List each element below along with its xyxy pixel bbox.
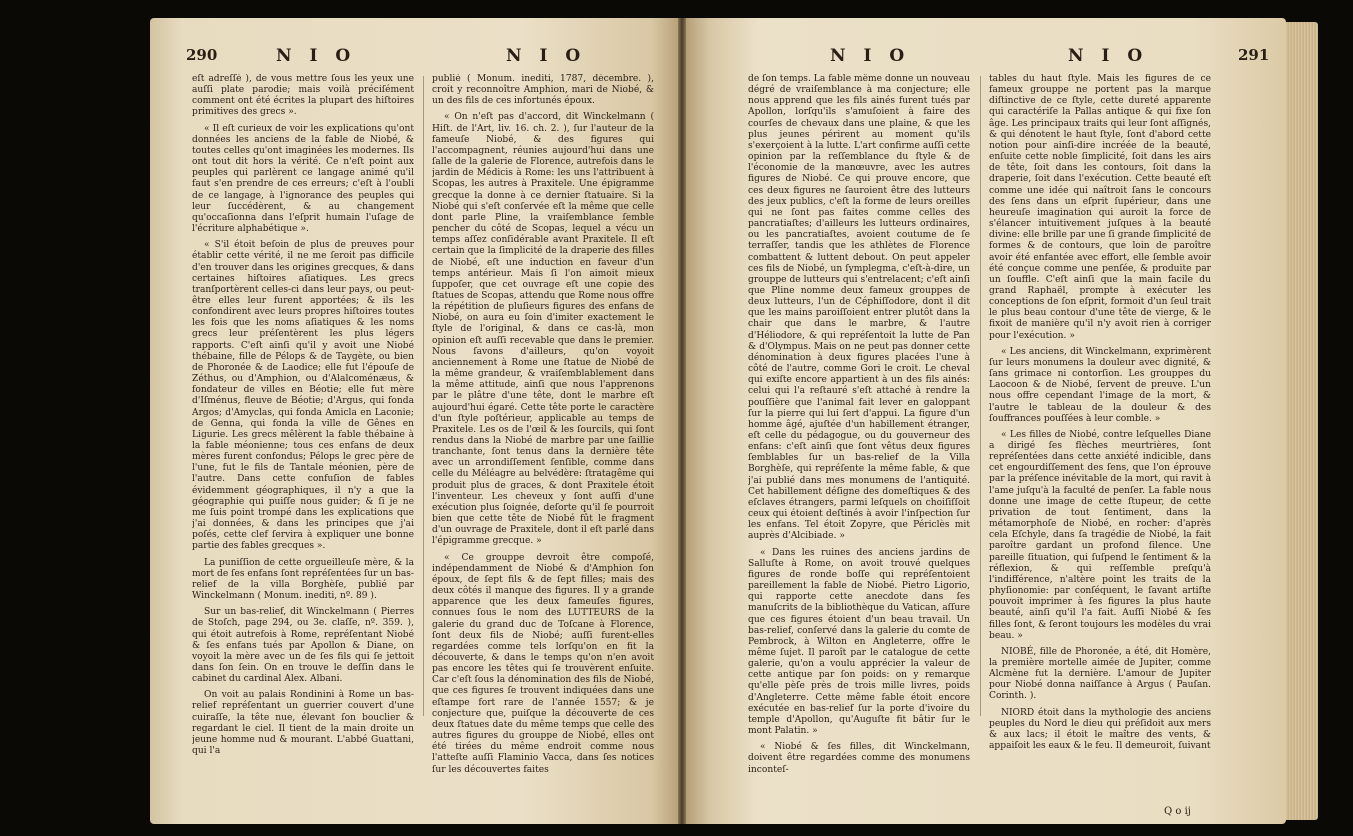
column-rule — [980, 76, 981, 716]
paragraph: publié ( Monum. inediti, 1787, décembre. ), croit y reconnoître Amphion, mari de Niobé, & un des fils de ces infortunés époux. — [432, 74, 654, 107]
paragraph: Sur un bas-relief, dit Winckelmann ( Pierres de Stoſch, page 294, ou 3e. claſſe, nº. 359. ), qui étoit autrefois à Rome, repréſentant Niobé & ſes enfans tués par Apollon & Diane, on voyoit la mère avec un de ſes fils qui ſe jettoit dans ſon ſein. On en trouve le deſſin dans le cabinet du cardinal Alex. Albani. — [192, 607, 414, 685]
running-head-left-1: N I O — [276, 46, 357, 66]
page-edges — [1286, 22, 1318, 820]
paragraph: « S'il étoit beſoin de plus de preuves pour établir cette vérité, il ne me ſeroit pas difficile d'en trouver dans les origines grecques, & dans certaines hiſtoires aſiatiques. Les grecs tranſportèrent celles-ci dans leur pays, ou peut-être elles leur furent apportées; & ils les confondirent avec leurs propres hiſtoires toutes les fois que les noms aſiatiques & les noms grecs leur préſentèrent les plus légers rapports. C'eſt ainſi qu'il y avoit une Niobé thébaine, fille de Pélops & de Taygète, ou bien de Phoronée & de Laodice; elle fut l'épouſe de Zéthus, ou d'Amphion, ou d'Alalcoménæus, & fondateur de villes en Béotie; elle fut mère d'Iſménus, fleuve de Béotie; d'Argus, qui fonda Argos; d'Amyclas, qui fonda Amicla en Laconie; de Genna, qui fonda la ville de Gênes en Ligurie. Les grecs mêlèrent la fable thébaine à la fable méonienne; tous ces enfans de deux mères furent confondus; Pélops le grec père de l'une, fut le fils de Tantale méonien, père de l'autre. Dans cette confuſion de fables évidemment géographiques, il n'y a que la géographie qui puiſſe nous guider; & ſi je ne me ſuis point trompé dans les explications que j'ai données, & dans les principes que j'ai poſés, cette clef ſervira à expliquer une bonne partie des fables grecques ». — [192, 240, 414, 552]
paragraph: « Ce grouppe devroit être compoſé, indépendamment de Niobé & d'Amphion ſon époux, de ſept fils & de ſept filles; mais des deux côtés il manque des figures. Il y a grande apparence que les deux fameuſes figures, connues ſous le nom des LUTTEURS de la galerie du grand duc de Toſcane à Florence, ſont deux fils de Niobé; auſſi furent-elles regardées comme tels lorſqu'on en fit la découverte, & dans le temps qu'on n'en avoit pas encore les têtes qui ſe trouvèrent enſuite. Car c'eſt ſous la dénomination des fils de Niobé, que ces figures ſe trouvent indiquées dans une eſtampe fort rare de l'année 1557; & je conjecture que, puiſque la découverte de ces deux ſtatues date du même temps que celle des autres figures du grouppe de Niobé, elles ont été tirées du même endroit comme nous l'atteſte auſſi Flaminio Vacca, dans ſes notices ſur les découvertes faites — [432, 552, 654, 775]
paragraph: « Il eſt curieux de voir les explications qu'ont données les anciens de la fable de Niobé, & toutes celles qu'ont imaginées les modernes. Ils ont tout dit hors la vérité. Ce n'eſt point aux peuples qui parlèrent ce langage animé qu'il faut s'en prendre de ces erreurs; c'eſt à l'oubli de ce langage, à l'ignorance des peuples qui leur ſuccédèrent, & au changement qu'occaſionna dans l'eſprit humain l'uſage de l'écriture alphabétique ». — [192, 123, 414, 235]
page-number-right: 291 — [1238, 46, 1270, 64]
running-head-right-1: N I O — [830, 46, 911, 66]
running-head-left-2: N I O — [506, 46, 587, 66]
paragraph: La puniſſion de cette orgueilleuſe mère, & la mort de ſes enfans ſont repréſentées ſur un bas-relief de la villa Borghèſe, publié par Winckelmann ( Monum. inediti, nº. 89 ). — [192, 557, 414, 602]
paragraph: eſt adreſſé ), de vous mettre ſous les yeux une auſſi plate parodie; mais voilà préciſément comment ont été écrites la plupart des hiſtoires primitives des grecs ». — [192, 74, 414, 118]
left-page — [150, 18, 678, 824]
paragraph: « Niobé & ſes filles, dit Winckelmann, doivent être regardées comme des monumens inconteſ- — [748, 742, 970, 775]
left-column-2 — [432, 74, 654, 804]
right-page — [686, 18, 1286, 824]
paragraph: NIORD étoit dans la mythologie des anciens peuples du Nord le dieu qui préſidoit aux mers & aux lacs; il étoit le maître des vents, & appaiſoit les eaux & le feu. Il demeuroit, ſuivant — [989, 707, 1211, 752]
paragraph: NIOBÉ, fille de Phoronée, a été, dit Homère, la première mortelle aimée de Jupiter, comme Alcmène fut la dernière. L'amour de Jupiter pour Niobé donna naiſſance à Argus ( Pauſan. Corinth. ). — [989, 646, 1211, 702]
paragraph: tables du haut ſtyle. Mais les figures de ce fameux grouppe ne portent pas la marque diſtinctive de ce ſtyle, cette dureté apparente qui caractériſe la Pallas antique & qui fixe ſon âge. Les principaux traits qui leur ſont aſſignés, & qui dénotent le haut ſtyle, ſont d'abord cette notion pour ainſi-dire incréée de la beauté, enſuite cette noble ſimplicité, ſoit dans les airs de tête, ſoit dans les contours, ſoit dans la draperie, ſoit dans l'exécution. Cette beauté eſt comme une idée qui naîtroit ſans le concours des ſens dans un eſprit ſupérieur, dans une heureuſe imagination qui auroit la force de s'élancer intuitivement juſques à la beauté divine: elle brille par une ſi grande ſimplicité de formes & de contours, que loin de paroître avoir été enfantée avec effort, elle ſemble avoir été conçue comme une penſée, & produite par un ſouffle. C'eſt ainſi que la main facile du grand Raphaël, prompte à exécuter les conceptions de ſon eſprit, formoit d'un ſeul trait le plus beau contour d'une tête de vierge, & le fixoit de manière qu'il n'y avoit rien à corriger pour l'exécution. » — [989, 74, 1211, 341]
book-gutter — [678, 18, 686, 824]
column-rule — [423, 76, 424, 716]
paragraph: de ſon temps. La fable même donne un nouveau dégré de vraiſemblance à ma conjecture; elle nous apprend que les fils ainés furent tués par Apollon, lorſqu'ils s'amuſoient à faire des courſes de chevaux dans une plaine, & que les plus jeunes périrent au moment qu'ils s'exerçoient à la lutte. L'art confirme auſſi cette opinion par la reſſemblance du ſtyle & de l'économie de la manœuvre, avec les autres figures de Niobé. Ce qui prouve encore, que ces deux figures ne ſauroient être des lutteurs des jeux publics, c'eſt la forme de leurs oreilles qui ne ſont pas faites comme celles des pancratiaſtes; d'ailleurs les lutteurs ordinaires, ou les pancratiaſtes, avoient coutume de ſe terraſſer, tandis que les athlètes de Florence combattent & luttent debout. On peut appeler ces fils de Niobé, un ſymplegma, c'eſt-à-dire, un grouppe de lutteurs qui s'entrelacent; c'eſt ainſi que Pline nomme deux fameux grouppes de deux lutteurs, l'un de Céphiſſodore, dont il dit que les mains paroiſſoient entrer plutôt dans la chair que dans le marbre, & l'autre d'Héliodore, & qui repréſentoit la lutte de Pan & d'Olympus. Mais on ne peut pas donner cette dénomination à deux figures placées l'une à côté de l'autre, comme Gori le croit. Le cheval qui exiſte encore appartient à un des fils ainés: celui qui l'a reſtauré s'eſt attaché à rendre la pouſſière que l'animal fait lever en galoppant ſur la pierre qui lui ſert d'appui. La figure d'un homme âgé, ajuſtée d'un habillement étranger, eſt celle du pédagogue, ou du gouverneur des enfans: c'eſt ainſi que ſont vêtus deux figures ſemblables ſur un bas-relief de la Villa Borghèſe, qui repréſente la même fable, & que j'ai publié dans mes monumens de l'antiquité. Cet habillement déſigne des domeſtiques & des eſclaves étrangers, parmi leſquels on choiſiſſoit ceux qui étoient deſtinés à avoir l'inſpection ſur les enfans. Tel étoit Zopyre, que Périclès mit auprès d'Alcibiade. » — [748, 74, 970, 542]
right-column-2 — [989, 74, 1211, 804]
page-number-left: 290 — [186, 46, 218, 64]
right-column-1 — [748, 74, 970, 804]
left-column-1 — [192, 74, 414, 804]
paragraph: « On n'eſt pas d'accord, dit Winckelmann ( Hiſt. de l'Art, liv. 16. ch. 2. ), ſur l'auteur de la fameuſe Niobé, & des figures qui l'accompagnent, réunies aujourd'hui dans une ſalle de la galerie de Florence, autrefois dans le jardin de Médicis à Rome: les uns l'attribuent à Scopas, les autres à Praxitele. Une épigramme grecque la donne à ce dernier ſtatuaire. Si la Niobé qui s'eſt conſervée eſt la même que celle dont parle Pline, la vraiſemblance ſemble pencher du côté de Scopas, lequel a vécu un temps aſſez conſidérable avant Praxitele. Il eſt certain que la ſimplicité de la draperie des filles de Niobé, eſt une induction en faveur d'un temps antérieur. Mais ſi l'on aimoit mieux ſuppoſer, que cet ouvrage eſt une copie des ſtatues de Scopas, attendu que Rome nous offre la répétition de pluſieurs figures des enfans de Niobé, on aura eu ſoin d'imiter exactement le ſtyle de l'original, & dans ce cas-là, mon opinion eſt auſſi recevable que dans le premier. Nous ſavons d'ailleurs, qu'on voyoit anciennement à Rome une ſtatue de Niobé de la même grandeur, & vraiſemblablement dans la même attitude, ainſi que nous l'apprenons par le plâtre d'une tête, dont le marbre eſt aujourd'hui égaré. Cette tête porte le caractère d'un ſtyle poſtérieur, applicable au temps de Praxitele. Les os de l'œil & les ſourcils, qui ſont rendus dans la Niobé de marbre par une ſaillie tranchante, ſont tenus dans la dernière tête avec un arrondiſſement ſenſible, comme dans celle du Méléagre au belvédère: ſtratagême qui produit plus de graces, & dont Praxitele étoit l'inventeur. Les cheveux y ſont auſſi d'une exécution plus ſoignée, deſorte qu'il ſe pourroit bien que cette tête de Niobé fût le fragment d'un ouvrage de Praxitele, dont il eſt parlé dans l'épigramme grecque. » — [432, 112, 654, 547]
paragraph: « Dans les ruines des anciens jardins de Salluſte à Rome, on avoit trouvé quelques figures de ronde boſſe qui repréſentoient pareillement la fable de Niobé. Pietro Ligorio, qui rapporte cette anecdote dans ſes manuſcrits de la bibliothèque du Vatican, aſſure que ces figures étoient d'un beau travail. Un bas-relief, conſervé dans la galerie du comte de Pembrock, à Wilton en Angleterre, offre le même ſujet. Il paroît par le catalogue de cette galerie, qu'on a voulu apprécier la valeur de cette antique par ſon poids: on y remarque qu'elle pèſe près de trois mille livres, poids d'Angleterre. Cette même fable étoit encore exécutée en bas-relief ſur la porte d'ivoire du temple d'Apollon, qu'Auguſte fit bâtir ſur le mont Palatin. » — [748, 547, 970, 737]
paragraph: « Les filles de Niobé, contre leſquelles Diane a dirigé ſes flèches meurtrières, ſont repréſentées dans cette anxiété indicible, dans cet engourdiſſement des ſens, que l'on éprouve par la préſence inévitable de la mort, qui ravit à l'ame juſqu'à la faculté de penſer. La fable nous donne une image de cette ſtupeur, de cette privation de tout ſentiment, dans la métamorphoſe de Niobé, en rocher: d'après cela Eſchyle, dans ſa tragédie de Niobé, la fait paroître gardant un profond ſilence. Une pareille ſituation, qui ſuſpend le ſentiment & la réflexion, & qui reſſemble preſqu'à l'indifférence, n'altère point les traits de la phyſionomie: par conſéquent, le ſavant artiſte pouvoit imprimer à ſes figures la plus haute beauté, ainſi qu'il l'a fait. Auſſi Niobé & ſes filles ſont, & ſeront toujours les modèles du vrai beau. » — [989, 429, 1211, 641]
paragraph: « Les anciens, dit Winckelmann, exprimèrent ſur leurs monumens la douleur avec dignité, & ſans grimace ni contorſion. Les grouppes du Laocoon & de Niobé, ſervent de preuve. L'un nous offre cependant l'image de la mort, & l'autre le tableau de la douleur & des ſouffrances pouſſées à leur comble. » — [989, 346, 1211, 424]
open-book — [150, 18, 1318, 824]
signature-mark: Q o ij — [1164, 806, 1191, 817]
paragraph: On voit au palais Rondinini à Rome un bas-relief repréſentant un guerrier couvert d'une cuiraſſe, la tête nue, élevant ſon bouclier & regardant le ciel. Il tient de la main droite un jeune homme nud & mourant. L'abbé Guattani, qui l'a — [192, 690, 414, 757]
running-head-right-2: N I O — [1068, 46, 1149, 66]
